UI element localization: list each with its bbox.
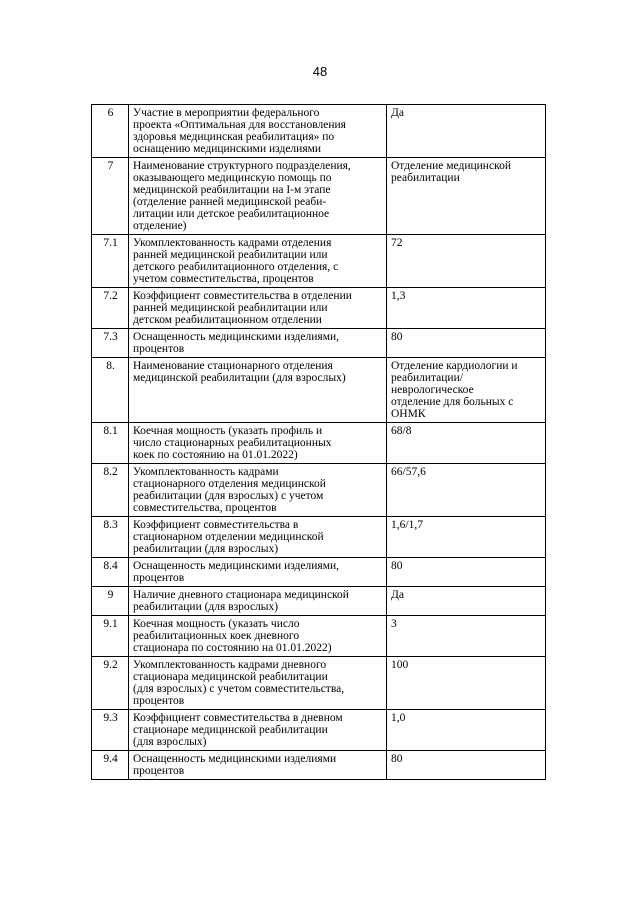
table-row <box>92 751 546 780</box>
table-row <box>92 358 546 423</box>
row-value: 66/57,6 <box>387 464 546 517</box>
row-value: 1,6/1,7 <box>387 517 546 558</box>
data-table <box>91 104 546 780</box>
row-number: 8. <box>92 358 129 423</box>
row-number: 9.1 <box>92 616 129 657</box>
row-value: 72 <box>387 235 546 288</box>
row-name: Укомплектованность кадрами дневного стационара медицинской реабилитации (для взрослых) с учетом совместительства, процентов <box>129 657 387 710</box>
row-number: 9 <box>92 587 129 616</box>
row-value: 80 <box>387 558 546 587</box>
row-value: Да <box>387 105 546 158</box>
row-value: 3 <box>387 616 546 657</box>
row-name: Коэффициент совместительства в отделении ранней медицинской реабилитации или детском реабилитационном отделении <box>129 288 387 329</box>
row-value: 68/8 <box>387 423 546 464</box>
table-row <box>92 517 546 558</box>
row-name: Оснащенность медицинскими изделиями, процентов <box>129 329 387 358</box>
table-row <box>92 423 546 464</box>
row-name: Укомплектованность кадрами отделения ранней медицинской реабилитации или детского реабилитационного отделения, с учетом совместительства, процентов <box>129 235 387 288</box>
row-number: 8.2 <box>92 464 129 517</box>
table-row <box>92 558 546 587</box>
table-row <box>92 587 546 616</box>
row-value: 80 <box>387 329 546 358</box>
row-number: 7.2 <box>92 288 129 329</box>
row-value: 100 <box>387 657 546 710</box>
row-value: Да <box>387 587 546 616</box>
row-name: Наименование стационарного отделения медицинской реабилитации (для взрослых) <box>129 358 387 423</box>
row-number: 7 <box>92 158 129 235</box>
row-number: 8.4 <box>92 558 129 587</box>
row-value: Отделение медицинской реабилитации <box>387 158 546 235</box>
row-name: Укомплектованность кадрами стационарного отделения медицинской реабилитации (для взрослых) с учетом совместительства, процентов <box>129 464 387 517</box>
row-number: 9.3 <box>92 710 129 751</box>
row-value: 80 <box>387 751 546 780</box>
table-row <box>92 158 546 235</box>
table-row <box>92 288 546 329</box>
row-name: Участие в мероприятии федерального проекта «Оптимальная для восстановления здоровья медицинская реабилитация» по оснащению медицинскими изделиями <box>129 105 387 158</box>
row-name: Оснащенность медицинскими изделиями, процентов <box>129 558 387 587</box>
row-number: 9.2 <box>92 657 129 710</box>
row-value: Отделение кардиологии и реабилитации/неврологическое отделение для больных с ОНМК <box>387 358 546 423</box>
row-name: Наименование структурного подразделения, оказывающего медицинскую помощь по медицинской реабилитации на I-м этапе (отделение ранней медицинской реаби- литации или детское реабилитационное отделение) <box>129 158 387 235</box>
table-body <box>92 105 546 780</box>
row-number: 7.3 <box>92 329 129 358</box>
row-number: 9.4 <box>92 751 129 780</box>
table-row <box>92 616 546 657</box>
row-number: 7.1 <box>92 235 129 288</box>
row-name: Коэффициент совместительства в стационарном отделении медицинской реабилитации (для взрослых) <box>129 517 387 558</box>
table-row <box>92 329 546 358</box>
table-row <box>92 710 546 751</box>
row-number: 8.3 <box>92 517 129 558</box>
table-row <box>92 235 546 288</box>
row-name: Оснащенность медицинскими изделиями процентов <box>129 751 387 780</box>
row-value: 1,0 <box>387 710 546 751</box>
row-name: Коечная мощность (указать число реабилитационных коек дневного стационара по состоянию на 01.01.2022) <box>129 616 387 657</box>
row-name: Коэффициент совместительства в дневном стационаре медицинской реабилитации (для взрослых) <box>129 710 387 751</box>
page-number: 48 <box>312 64 328 79</box>
row-number: 6 <box>92 105 129 158</box>
table-row <box>92 105 546 158</box>
row-name: Наличие дневного стационара медицинской реабилитации (для взрослых) <box>129 587 387 616</box>
row-name: Коечная мощность (указать профиль и число стационарных реабилитационных коек по состоянию на 01.01.2022) <box>129 423 387 464</box>
row-number: 8.1 <box>92 423 129 464</box>
row-value: 1,3 <box>387 288 546 329</box>
table-row <box>92 464 546 517</box>
table-row <box>92 657 546 710</box>
